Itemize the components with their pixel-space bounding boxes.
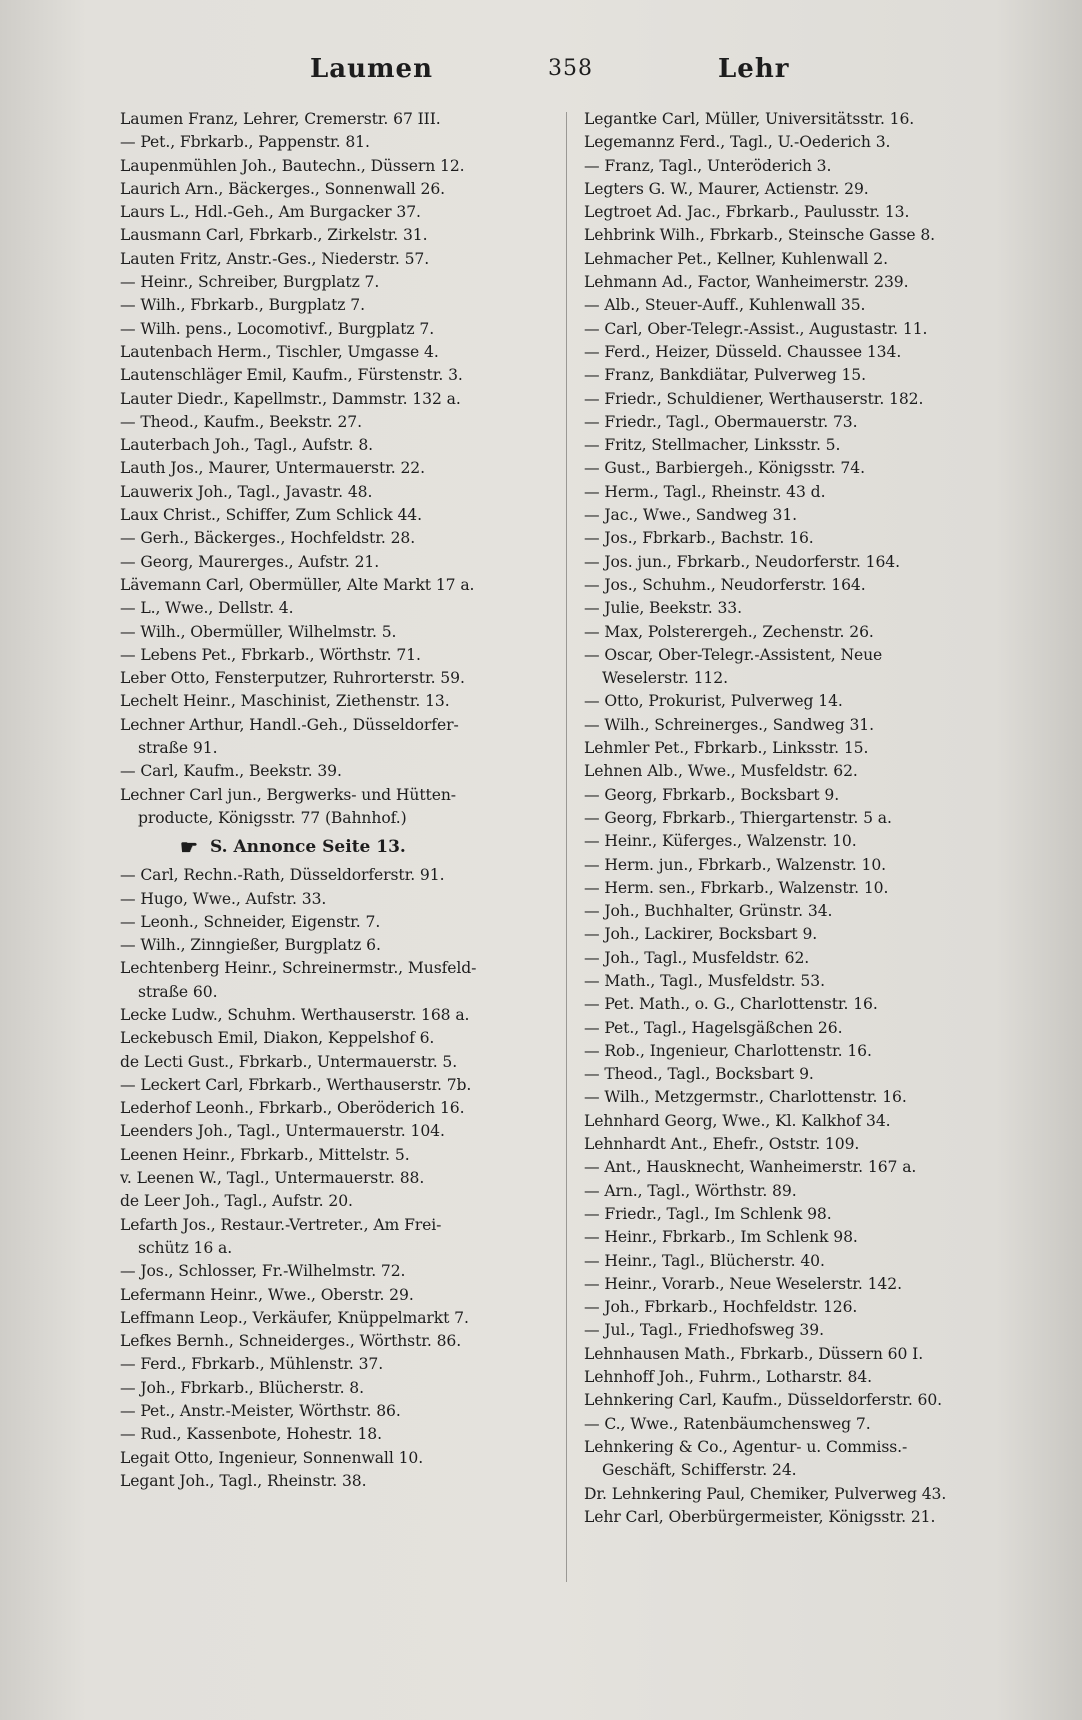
directory-entry: Lautenbach Herm., Tischler, Umgasse 4. [120,342,439,361]
directory-entry: Leber Otto, Fensterputzer, Ruhrorterstr. 59. [120,669,465,688]
directory-entry-continuation: straße 91. [138,739,218,758]
directory-entry: Legantke Carl, Müller, Universitätsstr. 16. [584,110,915,128]
directory-entry: Laupenmühlen Joh., Bautechn., Düssern 12. [120,156,465,175]
directory-entry: Lehmacher Pet., Kellner, Kuhlenwall 2. [584,249,888,268]
directory-entry: Lauwerix Joh., Tagl., Javastr. 48. [120,482,373,501]
annonce-reference [120,830,560,864]
directory-entry: — Julie, Beekstr. 33. [584,599,742,618]
directory-entry: — Pet. Math., o. G., Charlottenstr. 16. [584,995,878,1014]
page-number: 358 [548,56,593,81]
directory-entry: Lefarth Jos., Restaur.-Vertreter., Am Frei- [120,1215,442,1234]
directory-entry: Legters G. W., Maurer, Actienstr. 29. [584,179,869,198]
directory-entry: Lederhof Leonh., Fbrkarb., Oberöderich 16. [120,1099,465,1118]
directory-entry: de Leer Joh., Tagl., Aufstr. 20. [120,1192,353,1211]
directory-entry: Legait Otto, Ingenieur, Sonnenwall 10. [120,1448,424,1467]
header-last-name: Lehr [718,54,790,84]
directory-entry: — Theod., Tagl., Bocksbart 9. [584,1065,814,1084]
directory-entry: Lehnhardt Ant., Ehefr., Oststr. 109. [584,1135,860,1154]
directory-entry: — Max, Polsterergeh., Zechenstr. 26. [584,622,874,641]
directory-entry: — Jos. jun., Fbrkarb., Neudorferstr. 164. [584,552,900,571]
directory-entry: Leenders Joh., Tagl., Untermauerstr. 104. [120,1122,445,1141]
directory-entry: Lechelt Heinr., Maschinist, Ziethenstr. 13. [120,692,450,711]
directory-entry: — Carl, Rechn.-Rath, Düsseldorferstr. 91. [120,866,445,885]
directory-entry: — Wilh. pens., Locomotivf., Burgplatz 7. [120,319,435,338]
directory-entry: Lehnen Alb., Wwe., Musfeldstr. 62. [584,762,858,781]
directory-entry: Leenen Heinr., Fbrkarb., Mittelstr. 5. [120,1145,410,1164]
directory-entry: — Ferd., Heizer, Düsseld. Chaussee 134. [584,342,902,361]
directory-entry: — Hugo, Wwe., Aufstr. 33. [120,889,327,908]
directory-entry: — Joh., Buchhalter, Grünstr. 34. [584,902,833,921]
directory-entry: Leffmann Leop., Verkäufer, Knüppelmarkt 7. [120,1308,469,1327]
directory-entry: — Pet., Fbrkarb., Pappenstr. 81. [120,133,370,152]
directory-entry: — Herm., Tagl., Rheinstr. 43 d. [584,482,826,501]
directory-entry: Lausmann Carl, Fbrkarb., Zirkelstr. 31. [120,226,428,245]
directory-entry: — Fritz, Stellmacher, Linksstr. 5. [584,436,841,455]
pointing-hand-icon: ☛ [180,835,198,860]
directory-entry: — Wilh., Obermüller, Wilhelmstr. 5. [120,622,397,641]
directory-entry: Lehbrink Wilh., Fbrkarb., Steinsche Gasse 8. [584,226,936,245]
directory-entry: — Jos., Schlosser, Fr.-Wilhelmstr. 72. [120,1262,406,1281]
directory-entry: — Franz, Bankdiätar, Pulverweg 15. [584,366,866,385]
directory-entry: Lävemann Carl, Obermüller, Alte Markt 17 a. [120,575,475,594]
directory-entry: v. Leenen W., Tagl., Untermauerstr. 88. [120,1169,425,1188]
column-divider [566,112,567,1582]
directory-entry: — C., Wwe., Ratenbäumchensweg 7. [584,1414,871,1433]
directory-entry: Lauter Diedr., Kapellmstr., Dammstr. 132 a. [120,389,461,408]
directory-entry: — Friedr., Tagl., Im Schlenk 98. [584,1204,832,1223]
directory-entry: — Theod., Kaufm., Beekstr. 27. [120,412,362,431]
directory-entry: — Carl, Kaufm., Beekstr. 39. [120,762,342,781]
directory-entry: — Jul., Tagl., Friedhofsweg 39. [584,1321,824,1340]
directory-entry: Lehnhard Georg, Wwe., Kl. Kalkhof 34. [584,1111,891,1130]
right-column [584,108,1054,1529]
directory-entry-continuation: Weselerstr. 112. [602,669,728,688]
directory-entry: — L., Wwe., Dellstr. 4. [120,599,294,618]
directory-entry: — Ant., Hausknecht, Wanheimerstr. 167 a. [584,1158,917,1177]
directory-entry: Legemannz Ferd., Tagl., U.-Oederich 3. [584,133,891,152]
directory-entry: — Rud., Kassenbote, Hohestr. 18. [120,1425,382,1444]
directory-entry: Leckebusch Emil, Diakon, Keppelshof 6. [120,1029,435,1048]
directory-entry: — Georg, Maurerges., Aufstr. 21. [120,552,380,571]
directory-entry: Lefermann Heinr., Wwe., Oberstr. 29. [120,1285,414,1304]
left-column [120,108,560,1493]
directory-entry: Lefkes Bernh., Schneiderges., Wörthstr. 86. [120,1332,462,1351]
directory-entry: Lehnkering & Co., Agentur- u. Commiss.- [584,1437,908,1456]
directory-entry: Lauth Jos., Maurer, Untermauerstr. 22. [120,459,425,478]
directory-entry: Legtroet Ad. Jac., Fbrkarb., Paulusstr. 13. [584,203,910,222]
directory-entry: — Herm. jun., Fbrkarb., Walzenstr. 10. [584,855,886,874]
directory-entry-continuation: straße 60. [138,982,218,1001]
page-header [0,54,1082,94]
directory-entry: — Jos., Fbrkarb., Bachstr. 16. [584,529,814,548]
directory-entry: Laurs L., Hdl.-Geh., Am Burgacker 37. [120,203,421,222]
header-first-name: Laumen [310,54,433,84]
directory-entry: Lautenschläger Emil, Kaufm., Fürstenstr. 3. [120,366,463,385]
directory-entry: — Math., Tagl., Musfeldstr. 53. [584,971,825,990]
directory-entry: — Heinr., Schreiber, Burgplatz 7. [120,273,380,292]
directory-entry: — Arn., Tagl., Wörthstr. 89. [584,1181,797,1200]
directory-entry: — Leonh., Schneider, Eigenstr. 7. [120,912,381,931]
directory-entry: — Otto, Prokurist, Pulverweg 14. [584,692,843,711]
directory-entry: — Wilh., Fbrkarb., Burgplatz 7. [120,296,365,315]
directory-entry: — Rob., Ingenieur, Charlottenstr. 16. [584,1041,872,1060]
directory-entry: — Friedr., Tagl., Obermauerstr. 73. [584,412,858,431]
directory-entry-continuation: Geschäft, Schifferstr. 24. [602,1461,797,1480]
directory-entry: — Gust., Barbiergeh., Königsstr. 74. [584,459,865,478]
directory-entry: — Heinr., Küferges., Walzenstr. 10. [584,832,857,851]
directory-entry: — Joh., Tagl., Musfeldstr. 62. [584,948,810,967]
directory-entry: — Heinr., Fbrkarb., Im Schlenk 98. [584,1228,858,1247]
directory-entry: Lechtenberg Heinr., Schreinermstr., Musfeld- [120,959,477,978]
directory-entry: — Friedr., Schuldiener, Werthauserstr. 182. [584,389,924,408]
directory-entry: — Carl, Ober-Telegr.-Assist., Augustastr. 11. [584,319,928,338]
directory-entry: Laux Christ., Schiffer, Zum Schlick 44. [120,506,422,525]
directory-entry: — Pet., Anstr.-Meister, Wörthstr. 86. [120,1402,401,1421]
directory-entry-continuation: schütz 16 a. [138,1238,233,1257]
directory-entry: — Heinr., Vorarb., Neue Weselerstr. 142. [584,1274,902,1293]
directory-entry: — Jos., Schuhm., Neudorferstr. 164. [584,575,866,594]
directory-entry: — Joh., Lackirer, Bocksbart 9. [584,925,818,944]
directory-entry: — Joh., Fbrkarb., Blücherstr. 8. [120,1378,364,1397]
directory-entry: — Joh., Fbrkarb., Hochfeldstr. 126. [584,1298,858,1317]
directory-entry: — Georg, Fbrkarb., Thiergartenstr. 5 a. [584,808,892,827]
directory-entry: — Wilh., Metzgermstr., Charlottenstr. 16. [584,1088,907,1107]
directory-entry: Laumen Franz, Lehrer, Cremerstr. 67 III. [120,110,441,128]
directory-entry: Lauten Fritz, Anstr.-Ges., Niederstr. 57. [120,249,430,268]
directory-entry: Lehnhoff Joh., Fuhrm., Lotharstr. 84. [584,1368,872,1387]
directory-entry: — Ferd., Fbrkarb., Mühlenstr. 37. [120,1355,384,1374]
directory-entry: — Oscar, Ober-Telegr.-Assistent, Neue [584,645,883,664]
directory-entry: — Leckert Carl, Fbrkarb., Werthauserstr. 7b. [120,1075,472,1094]
directory-entry: Dr. Lehnkering Paul, Chemiker, Pulverweg 43. [584,1484,947,1503]
directory-entry: — Alb., Steuer-Auff., Kuhlenwall 35. [584,296,866,315]
directory-entry: Legant Joh., Tagl., Rheinstr. 38. [120,1471,367,1490]
directory-entry-continuation: producte, Königsstr. 77 (Bahnhof.) [138,808,407,827]
directory-entry: — Wilh., Zinngießer, Burgplatz 6. [120,936,381,955]
directory-entry: — Franz, Tagl., Unteröderich 3. [584,156,832,175]
directory-entry: Lauterbach Joh., Tagl., Aufstr. 8. [120,436,374,455]
directory-entry: Lehmler Pet., Fbrkarb., Linksstr. 15. [584,739,869,758]
directory-entry: — Herm. sen., Fbrkarb., Walzenstr. 10. [584,878,889,897]
directory-entry: Lehmann Ad., Factor, Wanheimerstr. 239. [584,273,909,292]
directory-entry: de Lecti Gust., Fbrkarb., Untermauerstr. 5. [120,1052,458,1071]
directory-entry: Lecke Ludw., Schuhm. Werthauserstr. 168 a. [120,1005,470,1024]
directory-entry: — Pet., Tagl., Hagelsgäßchen 26. [584,1018,843,1037]
directory-entry: Laurich Arn., Bäckerges., Sonnenwall 26. [120,179,446,198]
directory-entry: — Heinr., Tagl., Blücherstr. 40. [584,1251,825,1270]
directory-entry: — Lebens Pet., Fbrkarb., Wörthstr. 71. [120,645,421,664]
directory-entry: Lehnhausen Math., Fbrkarb., Düssern 60 I. [584,1344,924,1363]
directory-entry: — Gerh., Bäckerges., Hochfeldstr. 28. [120,529,416,548]
directory-entry: Lehr Carl, Oberbürgermeister, Königsstr. 21. [584,1507,936,1526]
directory-entry: — Georg, Fbrkarb., Bocksbart 9. [584,785,840,804]
annonce-text: S. Annonce Seite 13. [209,837,406,858]
directory-entry: — Wilh., Schreinerges., Sandweg 31. [584,715,874,734]
directory-entry: Lechner Arthur, Handl.-Geh., Düsseldorfer- [120,715,459,734]
directory-entry: Lehnkering Carl, Kaufm., Düsseldorferstr. 60. [584,1391,943,1410]
directory-entry: Lechner Carl jun., Bergwerks- und Hütten- [120,785,456,804]
directory-entry: — Jac., Wwe., Sandweg 31. [584,506,797,525]
